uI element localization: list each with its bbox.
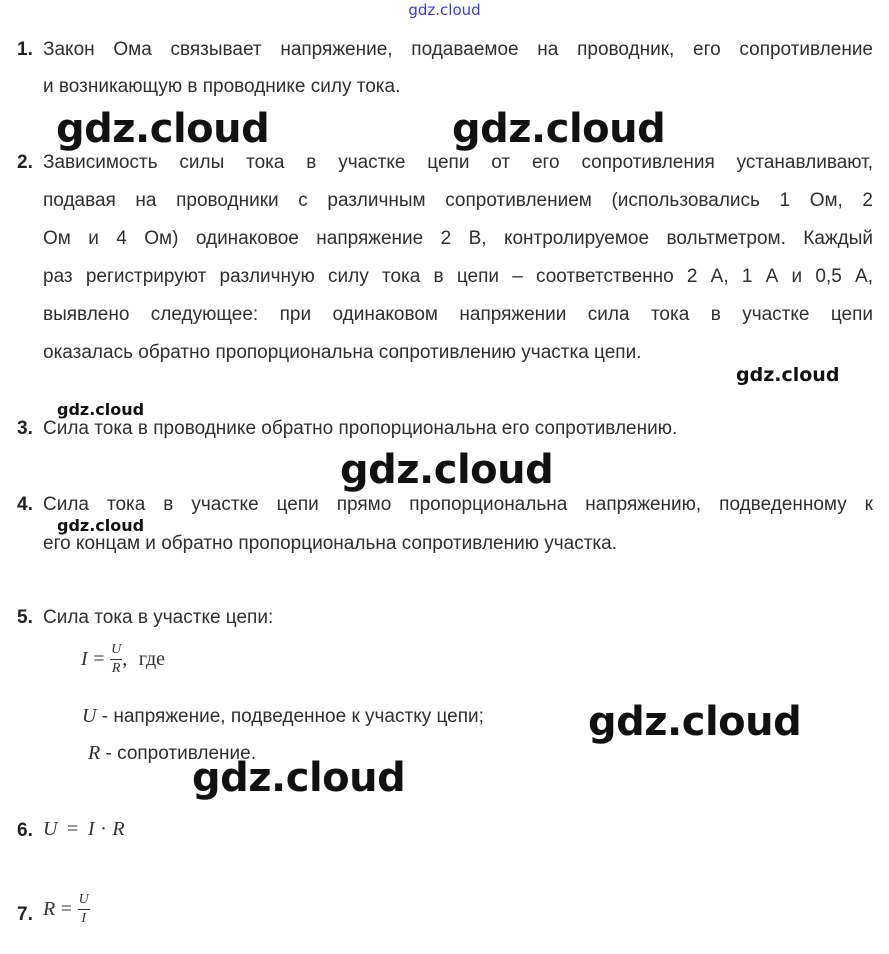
formula-fraction — [78, 893, 90, 926]
formula-symbol: I — [87, 818, 95, 840]
item-number: 7. — [17, 904, 33, 925]
definition-text: - сопротивление. — [105, 743, 256, 764]
formula-operator: = — [93, 647, 105, 670]
definition-symbol: R — [88, 742, 101, 764]
item-number: 4. — [17, 494, 33, 515]
formula-comma: , — [122, 647, 128, 670]
formula-symbol: R — [112, 818, 125, 840]
item-number: 5. — [17, 607, 33, 628]
formula-fraction — [110, 643, 122, 676]
formula-operator: · — [100, 818, 107, 840]
site-link[interactable]: gdz.cloud — [408, 1, 481, 19]
item-text-line: его концам и обратно пропорциональна сопротивлению участка. — [43, 533, 617, 554]
fraction-denominator: R — [111, 661, 121, 676]
ohm-law-formula — [81, 643, 165, 676]
item-text-line: Закон Ома связывает напряжение, подаваемое на проводник, его сопротивление — [43, 39, 873, 60]
watermark: gdz.cloud — [56, 106, 270, 152]
item-text-line: Зависимость силы тока в участке цепи от его сопротивления устанавливают, — [43, 152, 873, 173]
definition-line — [82, 705, 484, 728]
formula-where: где — [138, 647, 166, 670]
definition-symbol: U — [82, 705, 97, 727]
watermark: gdz.cloud — [588, 699, 802, 745]
item-text-line: Сила тока в участке цепи: — [43, 607, 274, 628]
formula-symbol: U — [43, 818, 58, 840]
item-number: 6. — [17, 820, 33, 841]
watermark: gdz.cloud — [452, 106, 666, 152]
formula-operator: = — [67, 818, 79, 840]
watermark: gdz.cloud — [57, 516, 145, 535]
formula-operator: = — [60, 897, 73, 920]
item-text-line: Ом и 4 Ом) одинаковое напряжение 2 В, контролируемое вольтметром. Каждый — [43, 228, 873, 249]
watermark: gdz.cloud — [340, 447, 554, 493]
item-text-line: подавая на проводники с различным сопротивлением (использовались 1 Ом, 2 — [43, 190, 873, 211]
item-number: 3. — [17, 418, 33, 439]
fraction-numerator: U — [78, 893, 90, 910]
voltage-formula — [43, 818, 125, 841]
formula-symbol: I — [81, 647, 88, 670]
watermark: gdz.cloud — [57, 400, 145, 419]
item-number: 1. — [17, 39, 33, 60]
item-text-line: и возникающую в проводнике силу тока. — [43, 76, 401, 97]
fraction-numerator: U — [110, 643, 122, 660]
fraction-denominator: I — [81, 911, 87, 926]
item-text-line: раз регистрируют различную силу тока в цепи – соответственно 2 А, 1 А и 0,5 А, — [43, 266, 873, 287]
item-text-line: Сила тока в участке цепи прямо пропорциональна напряжению, подведенному к — [43, 494, 873, 515]
watermark: gdz.cloud — [192, 755, 406, 801]
definition-text: - напряжение, подведенное к участку цепи; — [101, 706, 484, 727]
item-text-line: выявлено следующее: при одинаковом напряжении сила тока в участке цепи — [43, 304, 873, 325]
formula-symbol: R — [43, 897, 56, 920]
item-number: 2. — [17, 152, 33, 173]
item-text-line: оказалась обратно пропорциональна сопротивлению участка цепи. — [43, 342, 642, 363]
resistance-formula — [43, 893, 90, 926]
item-text-line: Сила тока в проводнике обратно пропорциональна его сопротивлению. — [43, 418, 678, 439]
watermark: gdz.cloud — [736, 364, 840, 386]
